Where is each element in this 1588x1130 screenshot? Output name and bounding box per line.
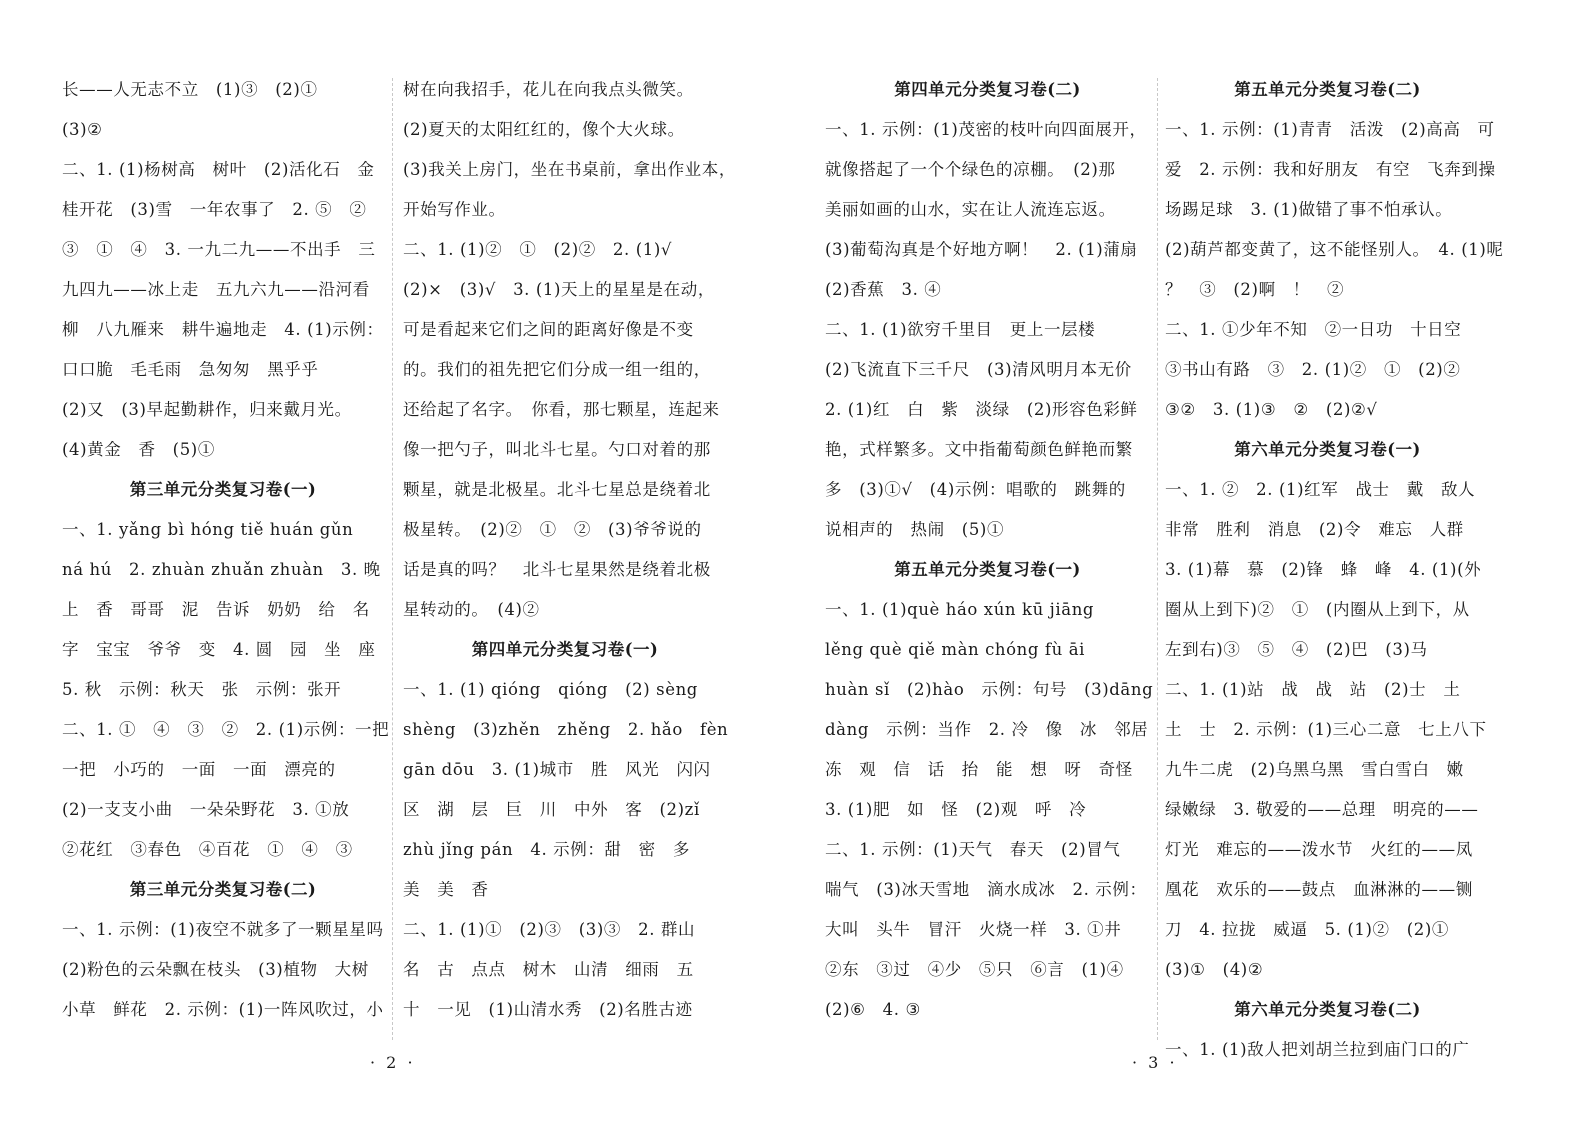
answer-line: 二、1. (1)② ① (2)② 2. (1)√ (403, 240, 673, 259)
answer-line: 冻 观 信 话 抬 能 想 呀 奇怪 (825, 760, 1133, 779)
section-heading: 第六单元分类复习卷(一) (1234, 440, 1421, 459)
answer-line: (2)葫芦都变黄了，这不能怪别人。 4. (1)呢 (1165, 240, 1504, 259)
answer-line: 美 美 香 (403, 880, 489, 899)
answer-line: 开始写作业。 (403, 200, 506, 219)
answer-line: 非常 胜利 消息 (2)令 难忘 人群 (1165, 520, 1464, 539)
page-number-right: · 3 · (1132, 1053, 1178, 1072)
answer-line: 大叫 头牛 冒汗 火烧一样 3. ①井 (825, 920, 1122, 939)
answer-line: ③ ① ④ 3. 一九二九——不出手 三 (62, 240, 376, 259)
section-heading: 第三单元分类复习卷(一) (129, 480, 317, 499)
answer-line: 圈从上到下)② ① (内圈从上到下，从 (1165, 600, 1470, 619)
answer-line: 区 湖 层 巨 川 中外 客 (2)zǐ (403, 800, 700, 819)
answer-line: (3)② (62, 120, 103, 139)
answer-line: 星转动的。 (4)② (403, 600, 540, 619)
answer-line: 土 士 2. 示例：(1)三心二意 七上八下 (1165, 720, 1487, 739)
answer-line: 树在向我招手，花儿在向我点头微笑。 (403, 80, 694, 99)
answer-line: 二、1. ①少年不知 ②一日功 十日空 (1165, 320, 1462, 339)
answer-line: ②花红 ③春色 ④百花 ① ④ ③ (62, 840, 353, 859)
answer-line: 桂开花 (3)雪 一年农事了 2. ⑤ ② (62, 200, 367, 219)
answer-line: (2)粉色的云朵飘在枝头 (3)植物 大树 (62, 960, 369, 979)
answer-line: 场踢足球 3. (1)做错了事不怕承认。 (1165, 200, 1453, 219)
answer-line: 美丽如画的山水，实在让人流连忘返。 (825, 200, 1116, 219)
answer-line: 左到右)③ ⑤ ④ (2)巴 (3)马 (1165, 640, 1428, 659)
answer-line: 九四九——冰上走 五九六九——沿河看 (62, 280, 370, 299)
column-4 (1165, 70, 1504, 1070)
answer-line: zhù jǐng pán 4. 示例：甜 密 多 (403, 840, 690, 859)
answer-line: 5. 秋 示例：秋天 张 示例：张开 (62, 680, 342, 699)
answer-line: 绿嫩绿 3. 敬爱的——总理 明亮的—— (1165, 800, 1479, 819)
answer-line: huàn sǐ (2)hào 示例：句号 (3)dāng (825, 680, 1154, 699)
answer-line: 艳，式样繁多。文中指葡萄颜色鲜艳而繁 (825, 440, 1133, 459)
answer-line: 爱 2. 示例：我和好朋友 有空 飞奔到操 (1165, 160, 1496, 179)
answer-line: 话是真的吗？ 北斗七星果然是绕着北极 (403, 560, 711, 579)
answer-line: 喘气 (3)冰天雪地 滴水成冰 2. 示例： (825, 880, 1147, 899)
answer-line: shèng (3)zhěn zhěng 2. hǎo fèn (403, 720, 729, 739)
answer-line: 刀 4. 拉拢 威逼 5. (1)② (2)① (1165, 920, 1450, 939)
answer-line: (2)夏天的太阳红红的，像个大火球。 (403, 120, 685, 139)
answer-line: 一、1. yǎng bì hóng tiě huán gǔn (62, 520, 354, 539)
answer-line: 口口脆 毛毛雨 急匆匆 黑乎乎 (62, 360, 319, 379)
section-heading: 第四单元分类复习卷(一) (471, 640, 659, 659)
section-heading: 第六单元分类复习卷(二) (1234, 1000, 1421, 1019)
section-heading: 第五单元分类复习卷(二) (1234, 80, 1421, 99)
answer-line: 柳 八九雁来 耕牛遍地走 4. (1)示例： (62, 320, 384, 339)
answer-line: 凰花 欢乐的——鼓点 血淋淋的——铡 (1165, 880, 1473, 899)
answer-line: 多 (3)①√ (4)示例：唱歌的 跳舞的 (825, 480, 1126, 499)
column-divider-right (1157, 78, 1158, 1040)
answer-line: 一把 小巧的 一面 一面 漂亮的 (62, 760, 336, 779)
answer-line: 小草 鲜花 2. 示例：(1)一阵风吹过，小 (62, 1000, 384, 1019)
answer-line: (4)黄金 香 (5)① (62, 440, 215, 459)
answer-line: lěng què qiě màn chóng fù āi (825, 640, 1086, 659)
answer-line: 3. (1)幕 慕 (2)锋 蜂 峰 4. (1)(外 (1165, 560, 1482, 579)
answer-line: 2. (1)红 白 紫 淡绿 (2)形容色彩鲜 (825, 400, 1138, 419)
answer-line: 说相声的 热闹 (5)① (825, 520, 1005, 539)
column-2 (403, 70, 736, 1030)
answer-line: 可是看起来它们之间的距离好像是不变 (403, 320, 694, 339)
answer-line: 一、1. ② 2. (1)红军 战士 戴 敌人 (1165, 480, 1476, 499)
answer-line: dàng 示例：当作 2. 冷 像 冰 邻居 (825, 720, 1149, 739)
column-divider-left (392, 78, 393, 1040)
answer-line: 九牛二虎 (2)乌黑乌黑 雪白雪白 嫩 (1165, 760, 1464, 779)
answer-line: ③② 3. (1)③ ② (2)②√ (1165, 400, 1378, 419)
answer-line: ná hú 2. zhuàn zhuǎn zhuàn 3. 晚 (62, 560, 381, 579)
answer-line: 颗星，就是北极星。北斗七星总是绕着北 (403, 480, 711, 499)
answer-line: 二、1. (1)杨树高 树叶 (2)活化石 金 (62, 160, 375, 179)
answer-line: gān dōu 3. (1)城市 胜 风光 闪闪 (403, 760, 711, 779)
answer-line: ②东 ③过 ④少 ⑤只 ⑥言 (1)④ (825, 960, 1124, 979)
answer-line: (3)① (4)② (1165, 960, 1264, 979)
column-3 (825, 70, 1154, 1030)
answer-line: 上 香 哥哥 泥 告诉 奶奶 给 名 (62, 600, 370, 619)
answer-line: 长——人无志不立 (1)③ (2)① (62, 80, 318, 99)
column-1 (62, 70, 390, 1030)
answer-line: (2)一支支小曲 一朵朵野花 3. ①放 (62, 800, 350, 819)
answer-line: (2)飞流直下三千尺 (3)清风明月本无价 (825, 360, 1132, 379)
answer-line: (3)我关上房门，坐在书桌前，拿出作业本， (403, 160, 736, 179)
answer-line: 二、1. (1)欲穷千里目 更上一层楼 (825, 320, 1096, 339)
answer-line: 一、1. (1)què háo xún kū jiāng (825, 600, 1095, 619)
answer-line: (3)葡萄沟真是个好地方啊！ 2. (1)蒲扇 (825, 240, 1138, 259)
answer-line: 就像搭起了一个个绿色的凉棚。 (2)那 (825, 160, 1116, 179)
answer-line: ？ ③ (2)啊 ！ ② (1165, 280, 1345, 299)
answer-line: 字 宝宝 爷爷 变 4. 圆 园 坐 座 (62, 640, 376, 659)
answer-line: 灯光 难忘的——泼水节 火红的——凤 (1165, 840, 1473, 859)
answer-line: 极星转。 (2)② ① ② (3)爷爷说的 (403, 520, 702, 539)
answer-line: 十 一见 (1)山清水秀 (2)名胜古迹 (403, 1000, 693, 1019)
section-heading: 第四单元分类复习卷(二) (894, 80, 1081, 99)
answer-line: (2)× (3)√ 3. (1)天上的星星是在动， (403, 280, 715, 299)
answer-line: (2)香蕉 3. ④ (825, 280, 942, 299)
answer-line: ③书山有路 ③ 2. (1)② ① (2)② (1165, 360, 1461, 379)
answer-line: 3. (1)肥 如 怪 (2)观 呼 冷 (825, 800, 1087, 819)
answer-line: 一、1. (1)敌人把刘胡兰拉到庙门口的广 (1165, 1040, 1470, 1059)
answer-line: 二、1. (1)站 战 战 站 (2)士 土 (1165, 680, 1461, 699)
answer-line: 二、1. (1)① (2)③ (3)③ 2. 群山 (403, 920, 696, 939)
section-heading: 第五单元分类复习卷(一) (894, 560, 1081, 579)
answer-line: 一、1. 示例：(1)夜空不就多了一颗星星吗 (62, 920, 384, 939)
page-number-left: · 2 · (370, 1053, 416, 1072)
answer-line: 名 古 点点 树木 山清 细雨 五 (403, 960, 694, 979)
answer-line: (2)⑥ 4. ③ (825, 1000, 921, 1019)
answer-line: 一、1. (1) qióng qióng (2) sèng (403, 680, 698, 699)
answer-line: 的。我们的祖先把它们分成一组一组的， (403, 360, 711, 379)
section-heading: 第三单元分类复习卷(二) (129, 880, 317, 899)
answer-line: 二、1. 示例：(1)天气 春天 (2)冒气 (825, 840, 1121, 859)
answer-line: 还给起了名字。 你看，那七颗星，连起来 (403, 400, 720, 419)
answer-line: (2)又 (3)早起勤耕作，归来戴月光。 (62, 400, 352, 419)
answer-line: 二、1. ① ④ ③ ② 2. (1)示例：一把 (62, 720, 390, 739)
answer-line: 一、1. 示例：(1)青青 活泼 (2)高高 可 (1165, 120, 1495, 139)
answer-line: 一、1. 示例：(1)茂密的枝叶向四面展开， (825, 120, 1147, 139)
answer-line: 像一把勺子，叫北斗七星。勺口对着的那 (403, 440, 711, 459)
